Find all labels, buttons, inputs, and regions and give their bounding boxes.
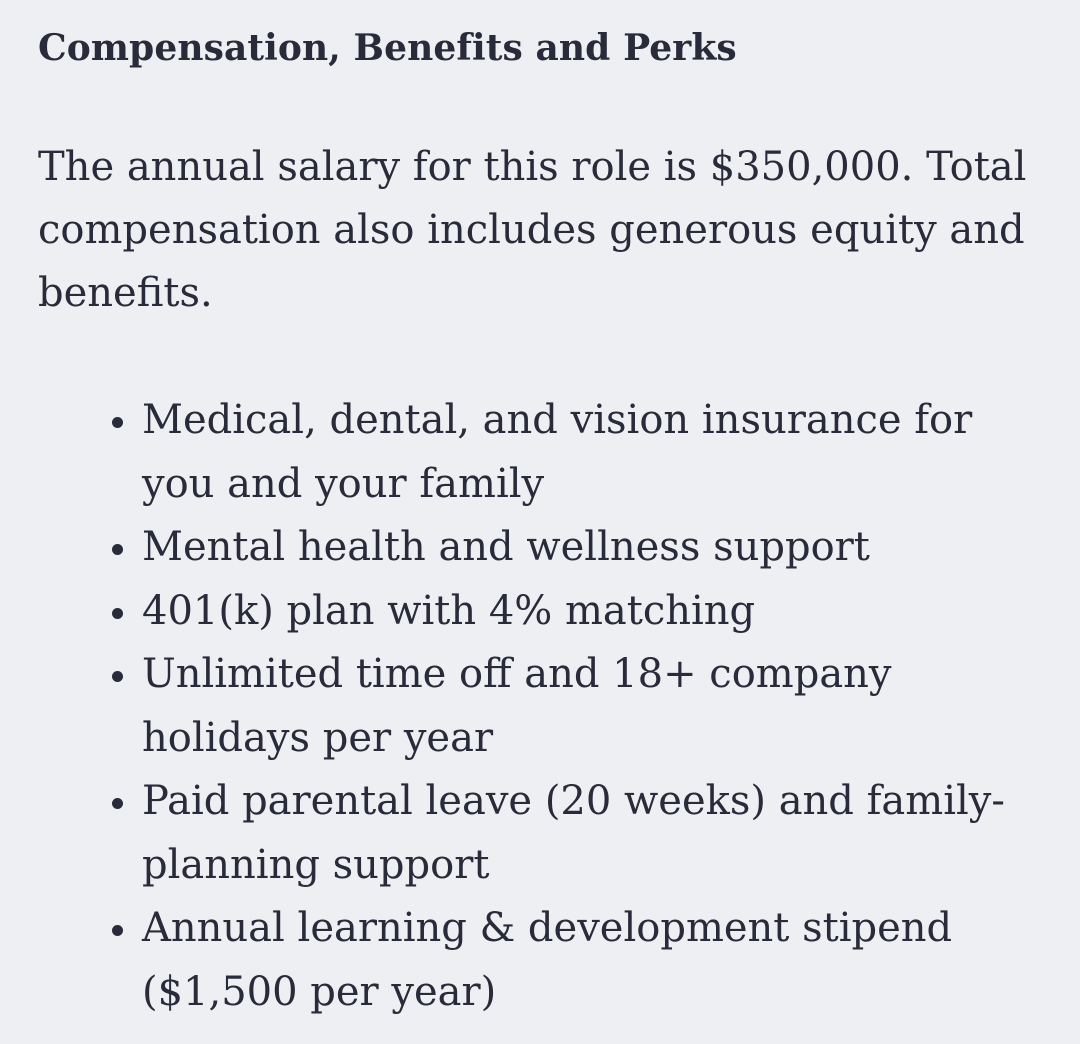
benefit-item-insurance: Medical, dental, and vision insurance for you and your family [142,389,1042,516]
benefit-item-time-off: Unlimited time off and 18+ company holidays per year [142,643,1042,770]
salary-paragraph: The annual salary for this role is $350,000. Total compensation also includes generous equity and benefits. [38,144,1027,316]
benefit-item-401k: 401(k) plan with 4% matching [142,580,1042,644]
benefit-item-parental-leave: Paid parental leave (20 weeks) and family-planning support [142,770,1042,897]
benefit-item-learning-stipend: Annual learning & development stipend ($1,500 per year) [142,897,1042,1024]
benefits-list [38,389,1044,1024]
section-heading: Compensation, Benefits and Perks [38,27,737,69]
benefit-item-mental-health: Mental health and wellness support [142,516,1042,580]
